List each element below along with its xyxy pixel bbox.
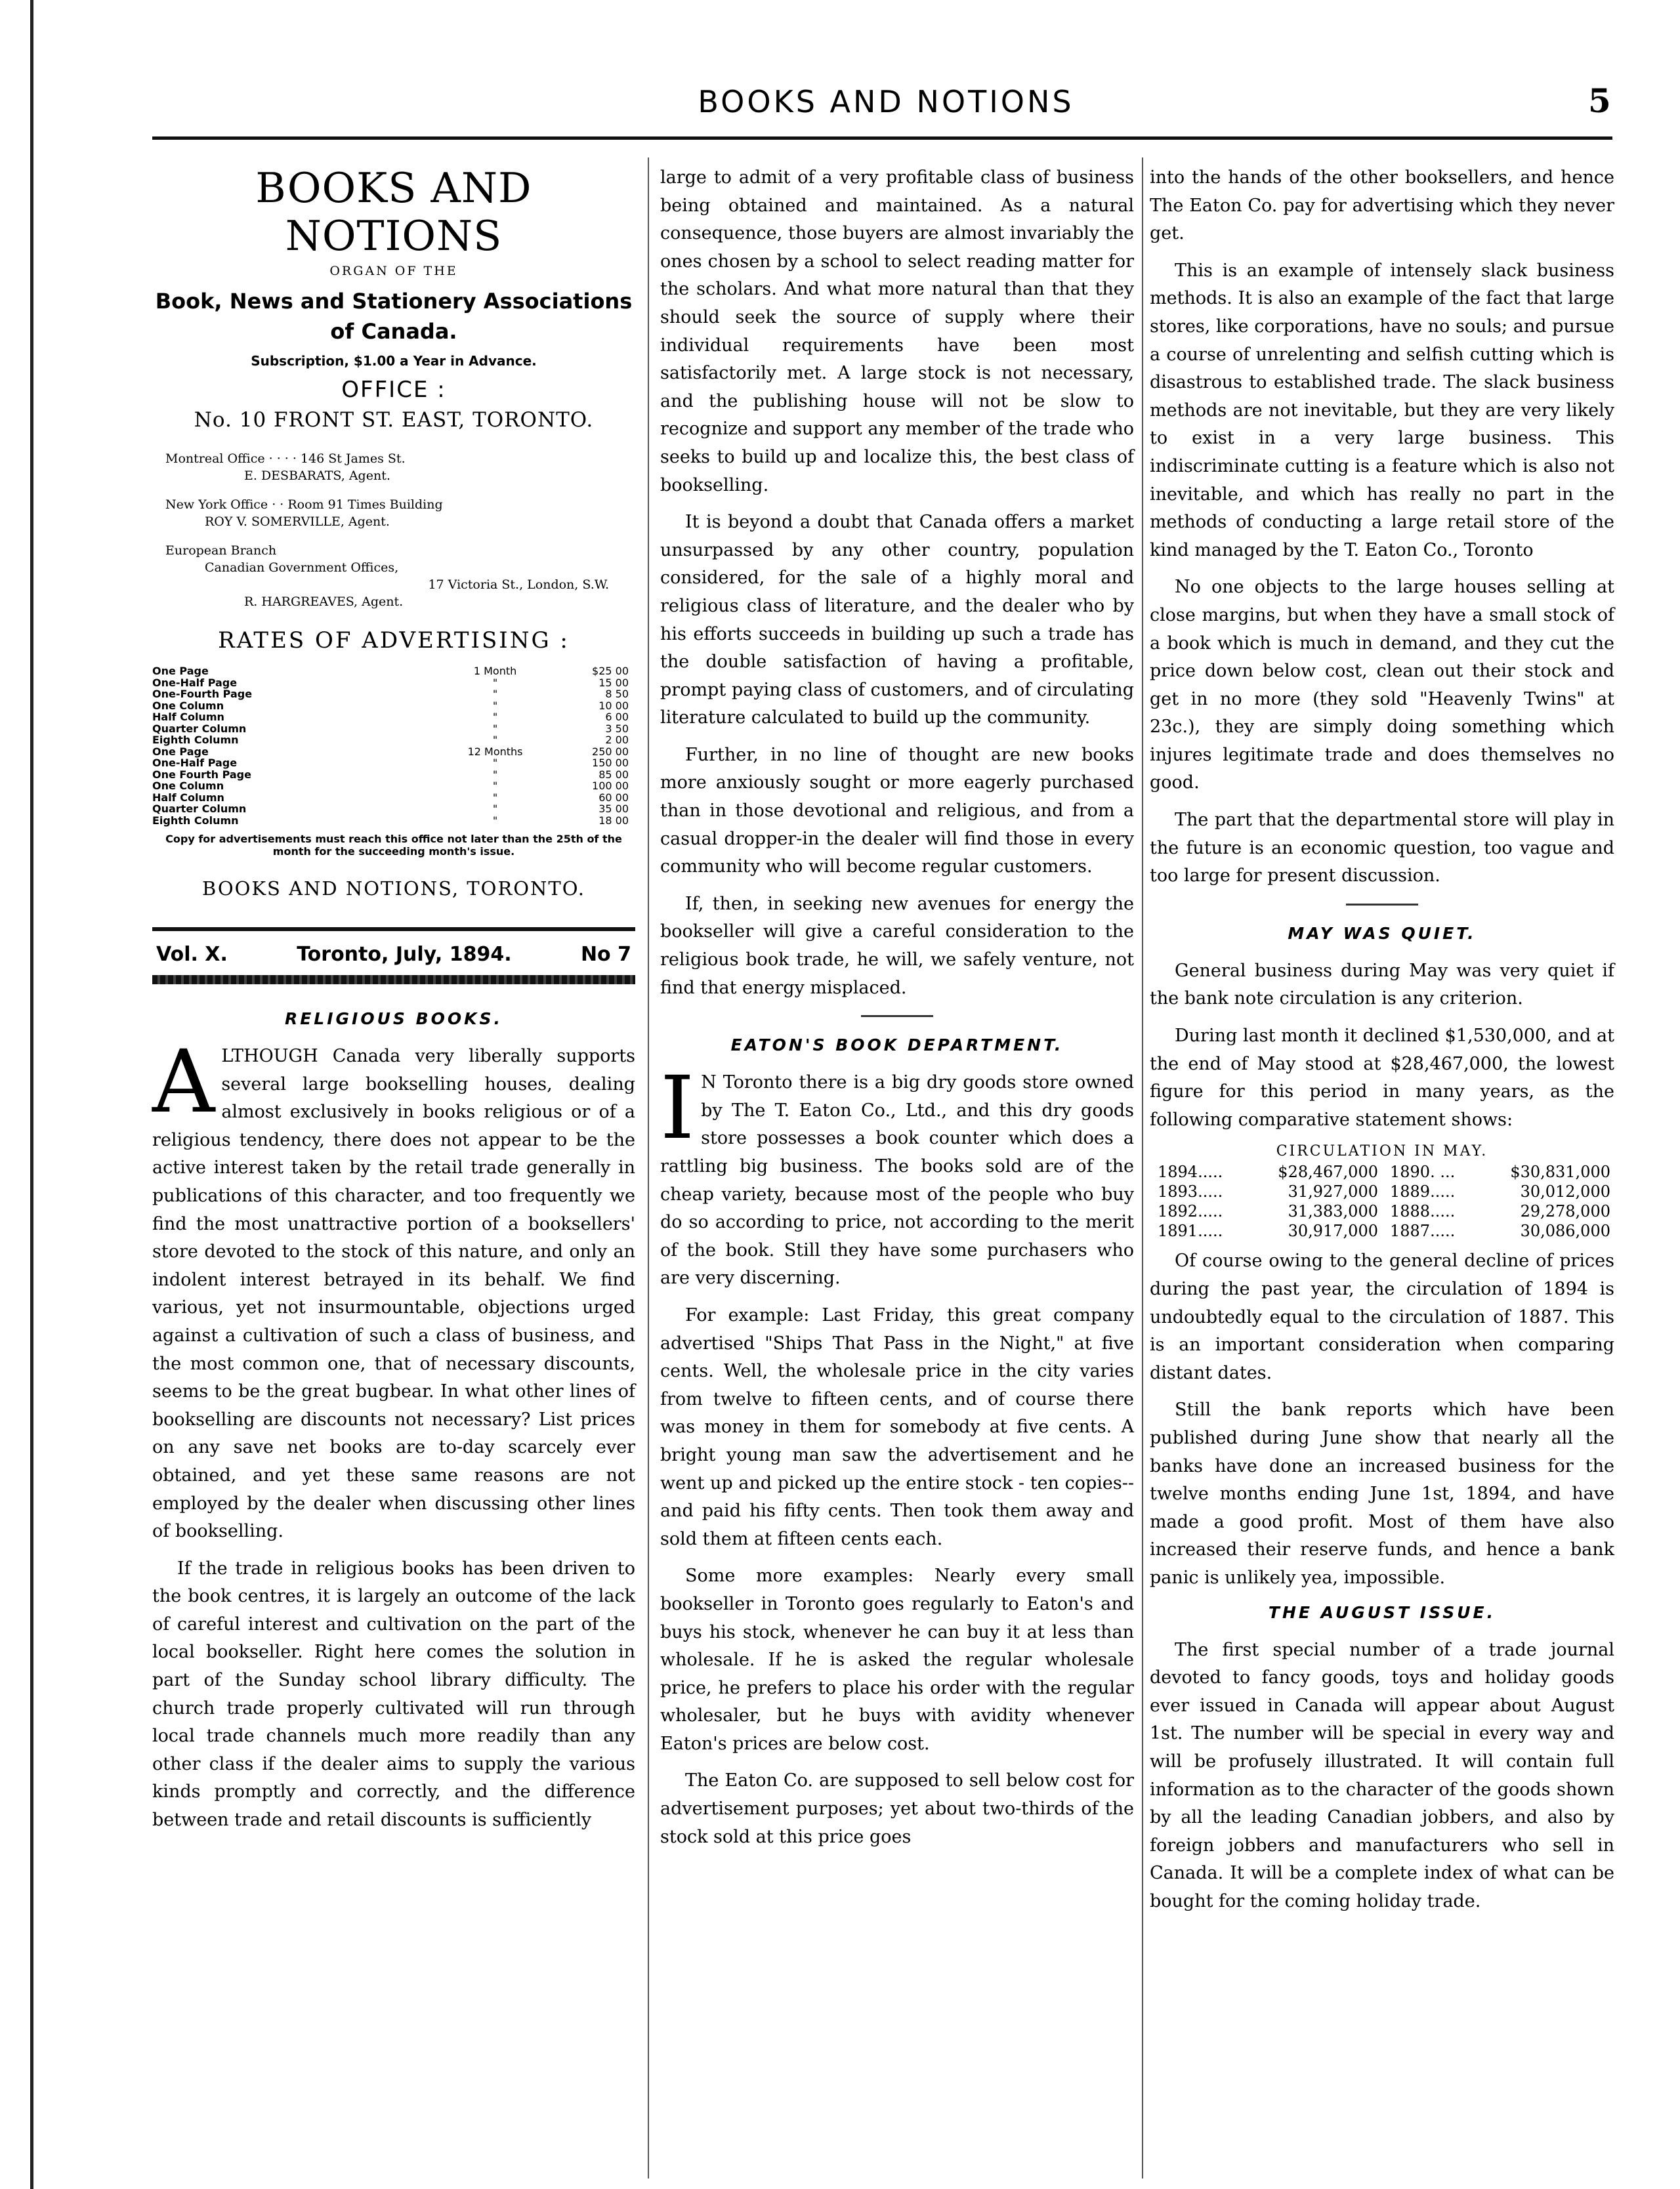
rate-label: One-Half Page	[152, 676, 238, 689]
circulation-value: 31,383,000	[1288, 1202, 1378, 1221]
rate-period: "	[492, 722, 498, 735]
religious-books-heading: RELIGIOUS BOOKS.	[284, 1009, 503, 1028]
rate-period: 1 Month	[473, 665, 517, 677]
masthead-subscription: Subscription, $1.00 a Year in Advance.	[251, 353, 537, 369]
rate-row	[152, 723, 635, 735]
rate-period: "	[492, 814, 498, 827]
circulation-year: 1888.....	[1389, 1202, 1456, 1221]
may-quiet-heading: MAY WAS QUIET.	[1288, 923, 1477, 943]
rate-label: One Column	[152, 780, 224, 792]
circulation-row	[1150, 1201, 1614, 1221]
eatons-paragraph: No one objects to the large houses selling at close margins, but when they have a small stock of a book which is much in demand, and they cut the price down below cost, clean out their stock and get in no more (they sold "Heavenly Twins" at 23c.), they are simply doing something which injures legitimate trade and does themselves no good.	[1150, 577, 1614, 793]
rate-period: "	[492, 791, 498, 804]
rate-label: Half Column	[152, 711, 224, 723]
newyork-line-1: New York Office · · Room 91 Times Building	[165, 497, 443, 512]
rate-price: 250 00	[592, 745, 629, 758]
rate-price: 18 00	[598, 814, 629, 827]
rate-label: Quarter Column	[152, 803, 247, 815]
european-line-4: R. HARGREAVES, Agent.	[244, 594, 404, 609]
may-quiet-paragraph: General business during May was very quiet if the bank note circulation is any criterion.	[1150, 960, 1614, 1009]
circulation-year: 1889.....	[1389, 1182, 1456, 1201]
rate-price: 15 00	[598, 676, 629, 689]
rate-period: "	[492, 803, 498, 815]
circulation-value: $30,831,000	[1510, 1163, 1610, 1182]
newyork-office	[165, 496, 635, 530]
european-branch	[165, 542, 635, 610]
circulation-row	[1150, 1162, 1614, 1182]
rate-price: 100 00	[592, 780, 629, 792]
column-rule	[648, 157, 649, 2179]
rate-row	[152, 769, 635, 781]
rate-label: Half Column	[152, 791, 224, 804]
rate-period: "	[492, 711, 498, 723]
rate-label: Eighth Column	[152, 814, 239, 827]
copy-note: Copy for advertisements must reach this office not later than the 25th of the month for the succeeding month's issue.	[165, 833, 622, 858]
religious-books-paragraph: If, then, in seeking new avenues for energy the bookseller will give a careful consideration to the religious book trade, he will, we safely venture, not find that energy misplaced.	[660, 893, 1134, 998]
rate-label: One Fourth Page	[152, 768, 251, 781]
european-line-1: European Branch	[165, 543, 277, 558]
rate-price: 6 00	[605, 711, 629, 723]
montreal-line-2: E. DESBARATS, Agent.	[244, 469, 390, 483]
eatons-paragraph	[660, 1058, 1134, 1293]
eatons-paragraph: Some more examples: Nearly every small bookseller in Toronto goes regularly to Eaton's and buys his stock, whenever he can buy it at less than wholesale. If he is asked the regular wholesale price, he prefers to place his order with the regular wholesaler, but he buys with avidity whenever Eaton's prices are below cost.	[660, 1566, 1134, 1754]
masthead-title: BOOKS AND NOTIONS	[255, 164, 532, 260]
circulation-year: 1890. ...	[1389, 1163, 1456, 1182]
rate-label: One-Half Page	[152, 757, 238, 769]
page-number: 5	[1588, 81, 1611, 120]
rate-price: 3 50	[605, 722, 629, 735]
rate-price: $25 00	[592, 665, 629, 677]
eatons-paragraph: For example: Last Friday, this great company advertised "Ships That Pass in the Night," at five cents. Well, the wholesale price in the city varies from twelve to fifteen cents, and of course there was money in them for somebody at five cents. A bright young man saw the advertisement and he went up and picked up the entire stock - ten copies--and paid his fifty cents. Then took them away and sold them at fifteen cents each.	[660, 1304, 1134, 1549]
rate-row	[152, 803, 635, 815]
rate-row	[152, 815, 635, 827]
rate-row	[152, 746, 635, 758]
religious-books-paragraph: If the trade in religious books has been driven to the book centres, it is largely an outcome of the lack of careful interest and cultivation on the part of the local bookseller. Right here comes the solution in part of the Sunday school library difficulty. The church trade properly cultivated will run through local trade channels much more readily than any other class if the dealer aims to supply the various kinds promptly and correctly, and the difference between trade and retail discounts is sufficiently	[152, 1558, 635, 1831]
volume: Vol. X.	[156, 943, 228, 966]
rate-price: 35 00	[598, 803, 629, 815]
rate-period: "	[492, 676, 498, 689]
rate-row	[152, 780, 635, 792]
circulation-year: 1893.....	[1158, 1182, 1223, 1201]
rate-price: 2 00	[605, 734, 629, 746]
august-issue-paragraph: The first special number of a trade journal devoted to fancy goods, toys and holiday goods ever issued in Canada will appear about August 1st. The number will be special in every way and will be profusely illustrated. It will contain full information as to the character of the goods shown by all the leading Canadian jobbers, and also by foreign jobbers and manufacturers who sell in Canada. It will be a complete index of what can be bought for the coming holiday trade.	[1150, 1639, 1614, 1911]
montreal-office	[165, 450, 635, 484]
rate-price: 85 00	[598, 768, 629, 781]
circulation-value: 30,086,000	[1520, 1222, 1610, 1241]
religious-books-paragraph	[152, 1032, 635, 1546]
issue-date: Toronto, July, 1894.	[297, 943, 512, 966]
paragraph-text: LTHOUGH Canada very liberally supports several large bookselling houses, dealing almost exclusively in books religious or of a religious tendency, there does not appear to be the active interest taken by the retail trade generally in publications of this character, and too frequently we find the most unattractive portion of a booksellers' store devoted to the stock of this nature, and only an indolent interest betrayed in its behalf. We find various, yet not insurmountable, objections urged against a cultivation of such a class of business, and the most common one, that of necessary discounts, seems to be the great bugbear. In what other lines of bookselling are discounts not necessary? List prices on any save net books are to-day scarcely ever obtained, and yet these same reasons are not employed by the dealer when discussing other lines of bookselling.	[152, 1046, 635, 1542]
column-3	[1150, 164, 1614, 1925]
rate-row	[152, 792, 635, 804]
column-2	[660, 164, 1134, 1860]
rate-row	[152, 757, 635, 769]
circulation-year: 1894.....	[1158, 1163, 1223, 1182]
religious-books-paragraph: Further, in no line of thought are new books more anxiously sought or more eagerly purchased than in those devotional and religious, and from a casual dropper-in the dealer will find those in every community who will become regular customers.	[660, 744, 1134, 877]
circulation-year: 1891.....	[1158, 1222, 1223, 1241]
rate-label: One-Fourth Page	[152, 688, 253, 700]
circulation-row	[1150, 1221, 1614, 1241]
circulation-value: 31,927,000	[1288, 1182, 1378, 1201]
rate-period: "	[492, 757, 498, 769]
may-quiet-paragraph: Still the bank reports which have been published during June show that nearly all the banks have done an increased business for the twelve months ending June 1st, 1894, and have made a good profit. Most of them have also increased their reserve funds, and hence a bank panic is unlikely yea, impossible.	[1150, 1400, 1614, 1588]
rate-period: 12 Months	[467, 745, 523, 758]
circulation-value: $28,467,000	[1278, 1163, 1378, 1182]
eatons-paragraph: into the hands of the other booksellers, and hence The Eaton Co. pay for advertising which they never get.	[1150, 167, 1614, 244]
rate-row	[152, 711, 635, 723]
rate-period: "	[492, 768, 498, 781]
may-quiet-paragraph: Of course owing to the general decline of prices during the past year, the circulation of 1894 is undoubtedly equal to the circulation of 1887. This is an important consideration when comparing distant dates.	[1150, 1251, 1614, 1383]
section-divider	[861, 1015, 933, 1017]
religious-books-paragraph: large to admit of a very profitable class of business being obtained and maintained. As a natural consequence, those buyers are almost invariably the ones chosen by a school to select reading matter for the scholars. And what more natural than that they should seek the source of supply where their individual requirements have been most satisfactorily met. A large stock is not necessary, and the publishing house will not be slow to recognize and support any member of the trade who seeks to build up and localize this, the best class of bookselling.	[660, 167, 1134, 495]
rate-period: "	[492, 699, 498, 712]
rate-price: 10 00	[598, 699, 629, 712]
rate-row	[152, 700, 635, 712]
issue-number: No 7	[580, 943, 631, 966]
masthead-organ: ORGAN OF THE	[329, 264, 458, 278]
circulation-year: 1887.....	[1389, 1222, 1456, 1241]
masthead-associations: Book, News and Stationery Associations of Canada.	[155, 289, 633, 344]
august-issue-heading: THE AUGUST ISSUE.	[1268, 1602, 1496, 1622]
eatons-paragraph: This is an example of intensely slack business methods. It is also an example of the fact that large stores, like corporations, have no souls; and pursue a course of unrelenting and selfish cutting which is disastrous to established trade. The slack business methods are not inevitable, but they are very likely to exist in a very large business. This indiscriminate cutting is a feature which is also not inevitable, and which has really no part in the methods of conducting a large retail store of the kind managed by the T. Eaton Co., Toronto	[1150, 260, 1614, 560]
rate-price: 60 00	[598, 791, 629, 804]
montreal-line-1: Montreal Office · · · · 146 St James St.	[165, 451, 406, 466]
circulation-row	[1150, 1182, 1614, 1201]
circulation-value: 29,278,000	[1520, 1202, 1610, 1221]
may-quiet-paragraph: During last month it declined $1,530,000, and at the end of May stood at $28,467,000, the lowest figure for this period in many years, as the following comparative statement shows:	[1150, 1026, 1614, 1130]
rates-table	[152, 665, 635, 826]
column-1	[152, 157, 635, 1844]
paragraph-text: N Toronto there is a big dry goods store owned by The T. Eaton Co., Ltd., and this dry goods store possesses a book counter which does a rattling big business. The books sold are of the cheap variety, because most of the people who buy do so according to price, not according to the merit of the book. Still they have some purchasers who are very discerning.	[660, 1072, 1134, 1289]
rate-label: One Column	[152, 699, 224, 712]
binding-edge	[30, 0, 33, 2189]
office-address: No. 10 FRONT ST. EAST, TORONTO.	[194, 408, 594, 432]
volume-line	[152, 931, 635, 975]
circulation-value: 30,917,000	[1288, 1222, 1378, 1241]
rate-period: "	[492, 780, 498, 792]
rate-period: "	[492, 734, 498, 746]
drop-cap: I	[660, 1058, 695, 1159]
circulation-year: 1892.....	[1158, 1202, 1223, 1221]
eatons-paragraph: The part that the departmental store will play in the future is an economic question, too vague and too large for present discussion.	[1150, 810, 1614, 886]
eatons-heading: EATON'S BOOK DEPARTMENT.	[730, 1035, 1064, 1055]
european-line-3: 17 Victoria St., London, S.W.	[428, 577, 609, 592]
rate-label: One Page	[152, 665, 209, 677]
imprint: BOOKS AND NOTIONS, TORONTO.	[201, 877, 586, 900]
column-rule	[1142, 157, 1143, 2179]
rate-price: 150 00	[592, 757, 629, 769]
circulation-value: 30,012,000	[1520, 1182, 1610, 1201]
rate-period: "	[492, 688, 498, 700]
decorative-rule	[152, 975, 635, 984]
eatons-paragraph: The Eaton Co. are supposed to sell below cost for advertisement purposes; yet about two-thirds of the stock sold at this price goes	[660, 1770, 1134, 1847]
rate-row	[152, 665, 635, 677]
religious-books-paragraph: It is beyond a doubt that Canada offers a market unsurpassed by any other country, population considered, for the sale of a highly moral and religious class of literature, and the dealer who by his efforts succeeds in building up such a trade has the double satisfaction of having a profitable, prompt paying class of customers, and of circulating literature calculated to build up the community.	[660, 512, 1134, 728]
circulation-table	[1150, 1162, 1614, 1241]
rate-row	[152, 734, 635, 746]
rate-row	[152, 677, 635, 689]
office-label: OFFICE :	[341, 377, 446, 403]
rate-label: Eighth Column	[152, 734, 239, 746]
rates-title: RATES OF ADVERTISING :	[218, 627, 570, 654]
european-line-2: Canadian Government Offices,	[205, 560, 399, 575]
running-head: BOOKS AND NOTIONS	[698, 84, 1074, 119]
header-rule	[152, 136, 1612, 140]
rate-label: Quarter Column	[152, 722, 247, 735]
circulation-title: CIRCULATION IN MAY.	[1276, 1143, 1488, 1160]
section-divider	[1346, 904, 1418, 906]
rate-row	[152, 688, 635, 700]
rate-price: 8 50	[605, 688, 629, 700]
drop-cap: A	[152, 1032, 215, 1133]
newyork-line-2: ROY V. SOMERVILLE, Agent.	[205, 514, 390, 529]
rate-label: One Page	[152, 745, 209, 758]
